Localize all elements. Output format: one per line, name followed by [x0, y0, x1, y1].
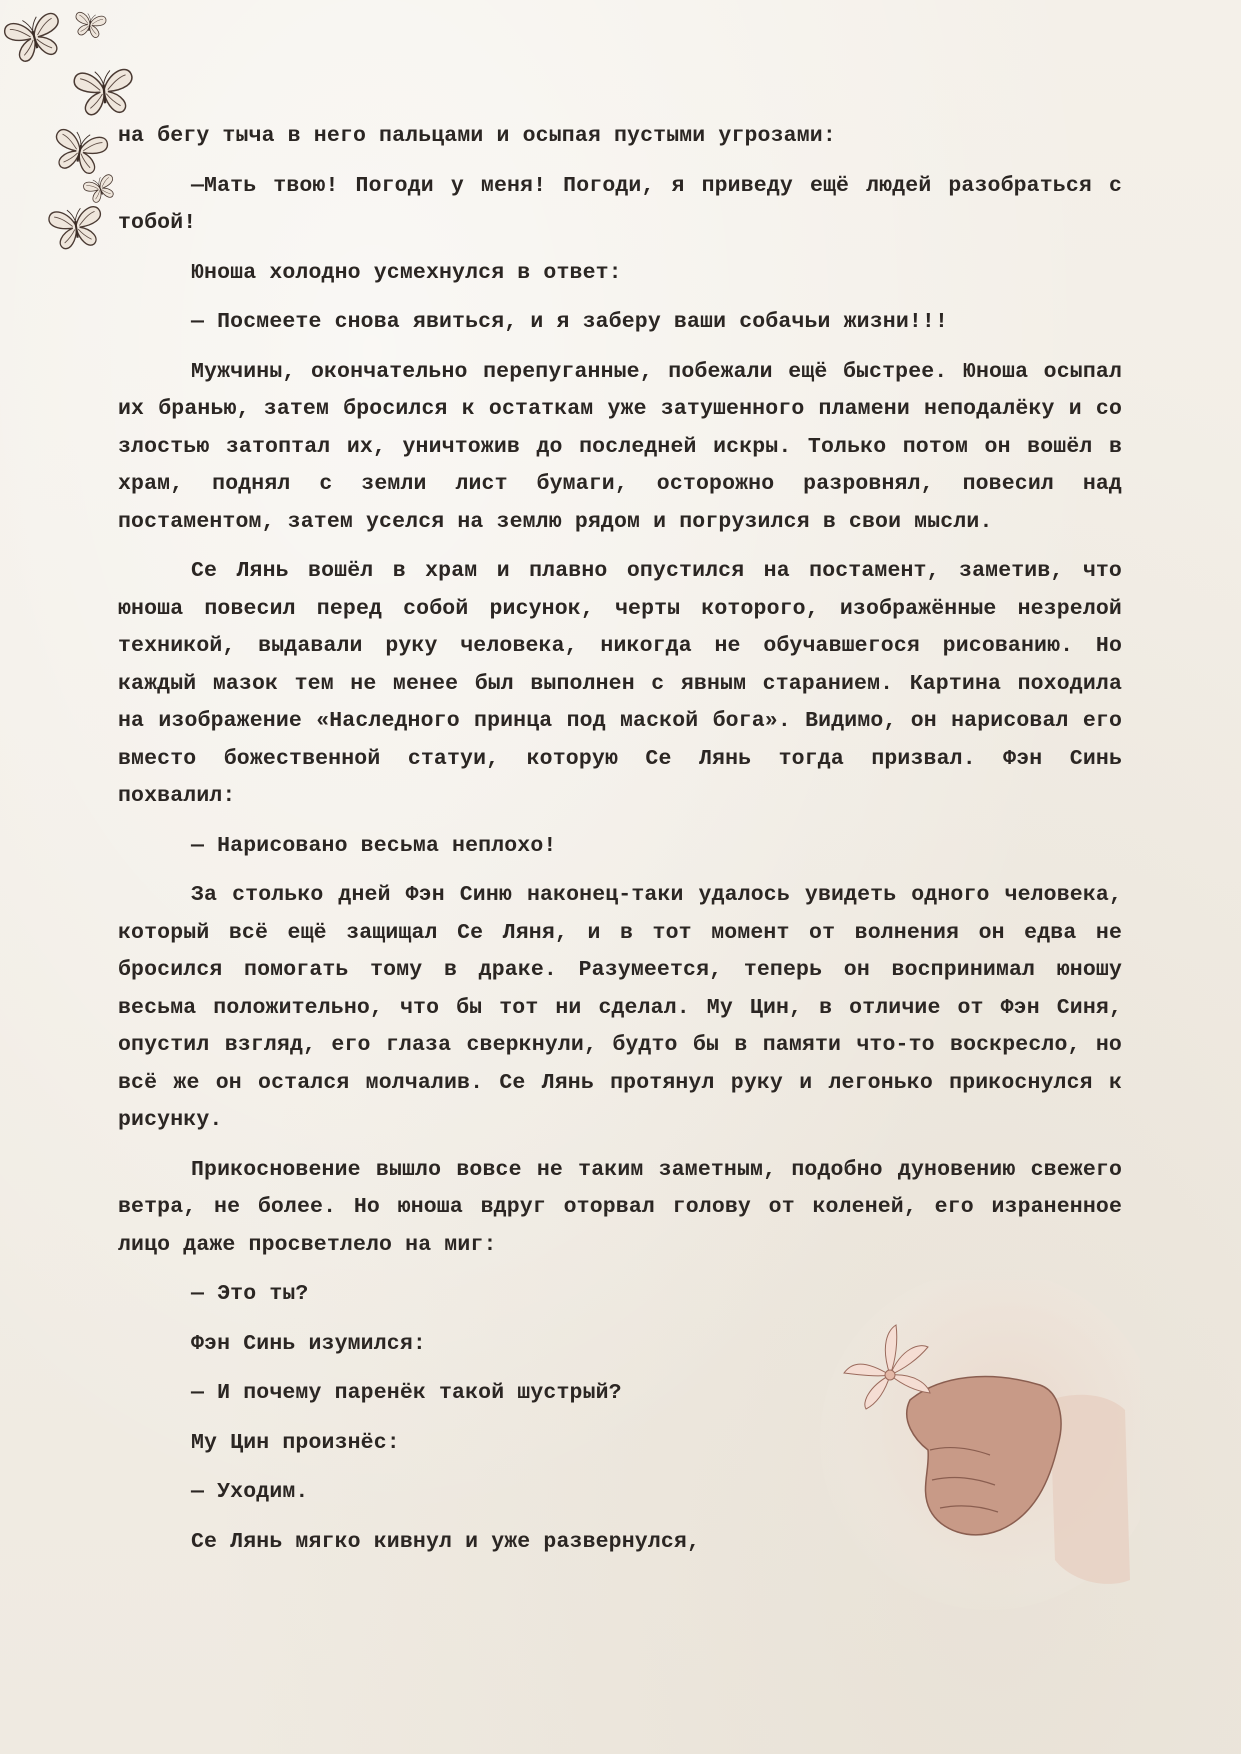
butterfly-icon [74, 69, 135, 116]
paragraph: Се Лянь вошёл в храм и плавно опустился на постамент, заметив, что юноша повесил перед собой рисунок, черты которого, изображённые незрелой техникой, выдавали руку человека, никогда не обучавшегося рисованию. Но каждый мазок тем не менее был выполнен с явным старанием. Картина походила на изображение «Наследного принца под маской бога». Видимо, он нарисовал его вместо божественной статуи, которую Се Лянь тогда призвал. Фэн Синь похвалил: [118, 559, 1122, 808]
paragraph: Мужчины, окончательно перепуганные, побежали ещё быстрее. Юноша осыпал их бранью, затем бросился к остаткам уже затушенного пламени неподалёку и со злостью затоптал их, уничтожив до последней искры. Только потом он вошёл в храм, поднял с земли лист бумаги, осторожно разровнял, повесил над постаментом, затем уселся на землю рядом и погрузился в свои мысли. [118, 359, 1122, 534]
butterfly-icon [50, 128, 109, 176]
paragraph: Юноша холодно усмехнулся в ответ: [191, 260, 622, 285]
paragraph: Му Цин произнёс: [191, 1430, 400, 1455]
paragraph: Прикосновение вышло вовсе не таким заметным, подобно дуновению свежего ветра, не более. Но юноша вдруг оторвал голову от коленей, его израненное лицо даже просветлело на миг: [118, 1157, 1122, 1257]
paragraph: — Посмеете снова явиться, и я заберу ваши собачьи жизни!!! [191, 310, 949, 334]
butterfly-icon [48, 206, 105, 251]
paragraph: на бегу тыча в него пальцами и осыпая пустыми угрозами: [118, 124, 836, 148]
paragraph: — И почему паренёк такой шустрый? [191, 1381, 622, 1405]
butterfly-icon [3, 12, 66, 65]
paragraph: —Мать твою! Погоди у меня! Погоди, я приведу ещё людей разобраться с тобой! [118, 173, 1122, 235]
paragraph: За столько дней Фэн Синю наконец-таки удалось увидеть одного человека, который всё ещё защищал Се Ляня, и в тот момент от волнения он едва не бросился помогать тому в драке. Разумеется, теперь он воспринимал юношу весьма положительно, что бы тот ни сделал. Му Цин, в отличие от Фэн Синя, опустил взгляд, его глаза сверкнули, будто бы в памяти что-то воскресло, но всё же он остался молчалив. Се Лянь протянул руку и легонько прикоснулся к рисунку. [118, 883, 1122, 1132]
paragraph: Фэн Синь изумился: [191, 1331, 426, 1356]
paragraph: — Уходим. [191, 1480, 309, 1504]
chapter-text [118, 118, 1122, 1573]
butterfly-icon [73, 12, 107, 39]
butterfly-icon [82, 173, 118, 204]
paragraph: — Нарисовано весьма неплохо! [191, 833, 557, 858]
paragraph: Се Лянь мягко кивнул и уже развернулся, [191, 1529, 701, 1554]
paragraph: — Это ты? [191, 1282, 309, 1306]
